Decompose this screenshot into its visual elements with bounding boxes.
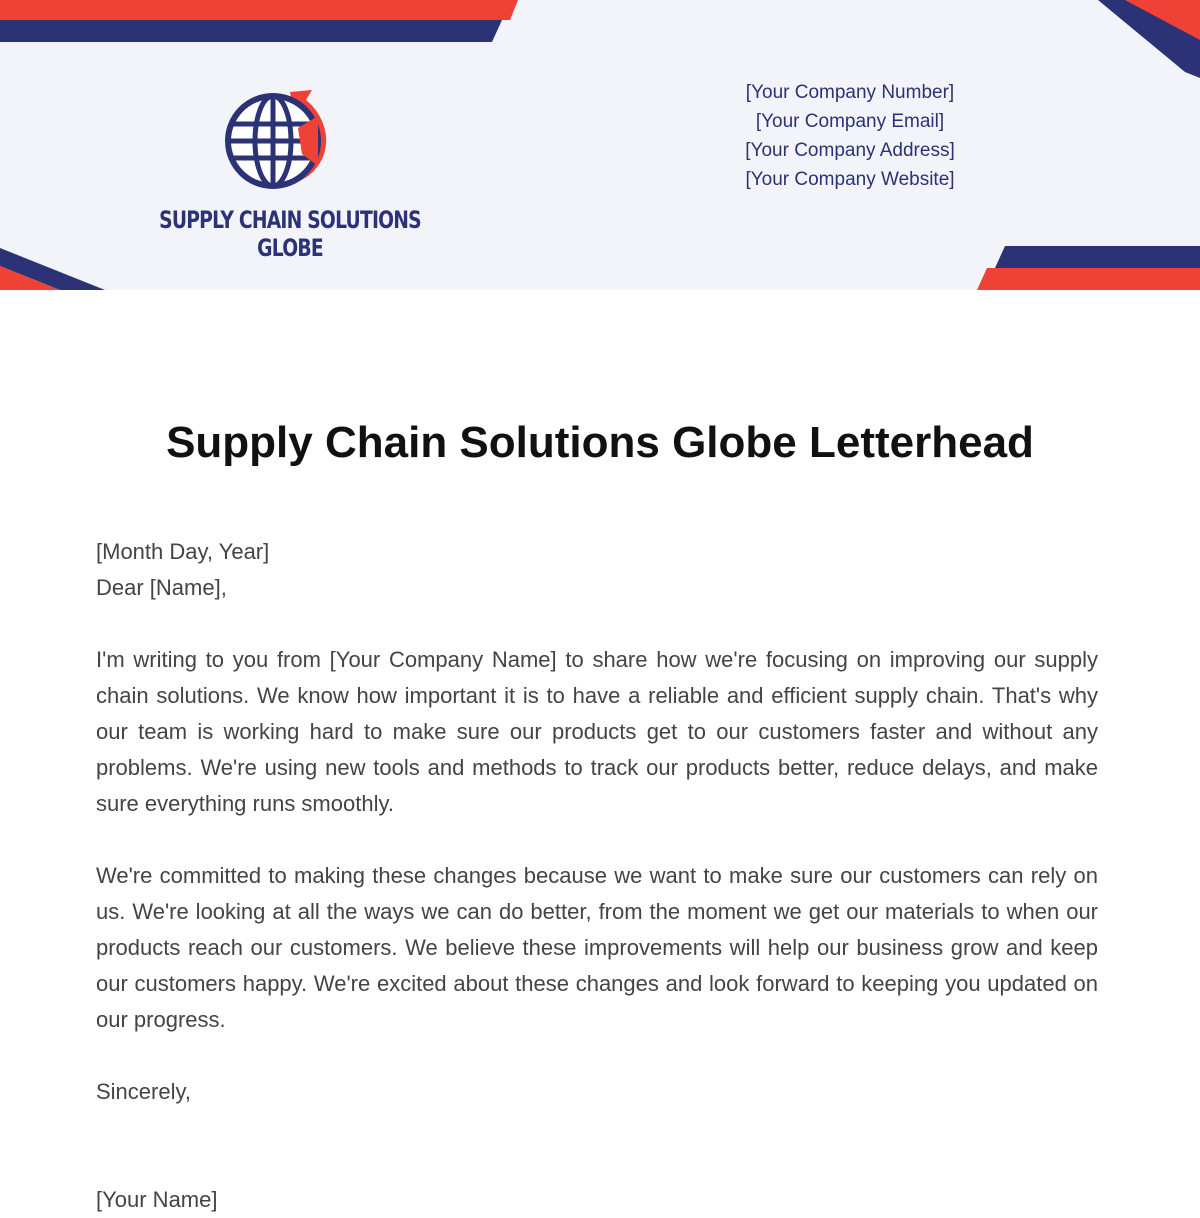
company-website: [Your Company Website] [745,169,955,190]
letter-body [96,534,1098,1218]
letter-title: Supply Chain Solutions Globe Letterhead [166,418,1034,467]
company-name: SUPPLY CHAIN SOLUTIONS GLOBE [159,206,421,262]
letter-paragraph-2: We're committed to making these changes because we want to make sure our customers can rely on us. We're looking at all the ways we can do better, from the moment we get our materials to when our products reach our customers. We believe these improvements will help our business grow and keep our customers happy. We're excited about these changes and look forward to keeping you updated on our progress. [96,863,1098,1032]
company-address: [Your Company Address] [745,140,955,161]
letter-closing: Sincerely, [96,1079,191,1104]
letterhead-header [0,0,1200,290]
letter-paragraph-1: I'm writing to you from [Your Company Name] to share how we're focusing on improving our supply chain solutions. We know how important it is to have a reliable and efficient supply chain. That's why our team is working hard to make sure our products get to our customers faster and without any problems. We're using new tools and methods to track our products better, reduce delays, and make sure everything runs smoothly. [96,647,1098,816]
letter-date: [Month Day, Year] [96,539,270,564]
company-number: [Your Company Number] [745,82,955,103]
globe-arrow-icon [220,86,336,196]
letter-salutation: Dear [Name], [96,575,227,600]
signature-name: [Your Name] [96,1187,218,1212]
company-contact-block [700,78,1000,194]
company-email: [Your Company Email] [755,111,945,132]
